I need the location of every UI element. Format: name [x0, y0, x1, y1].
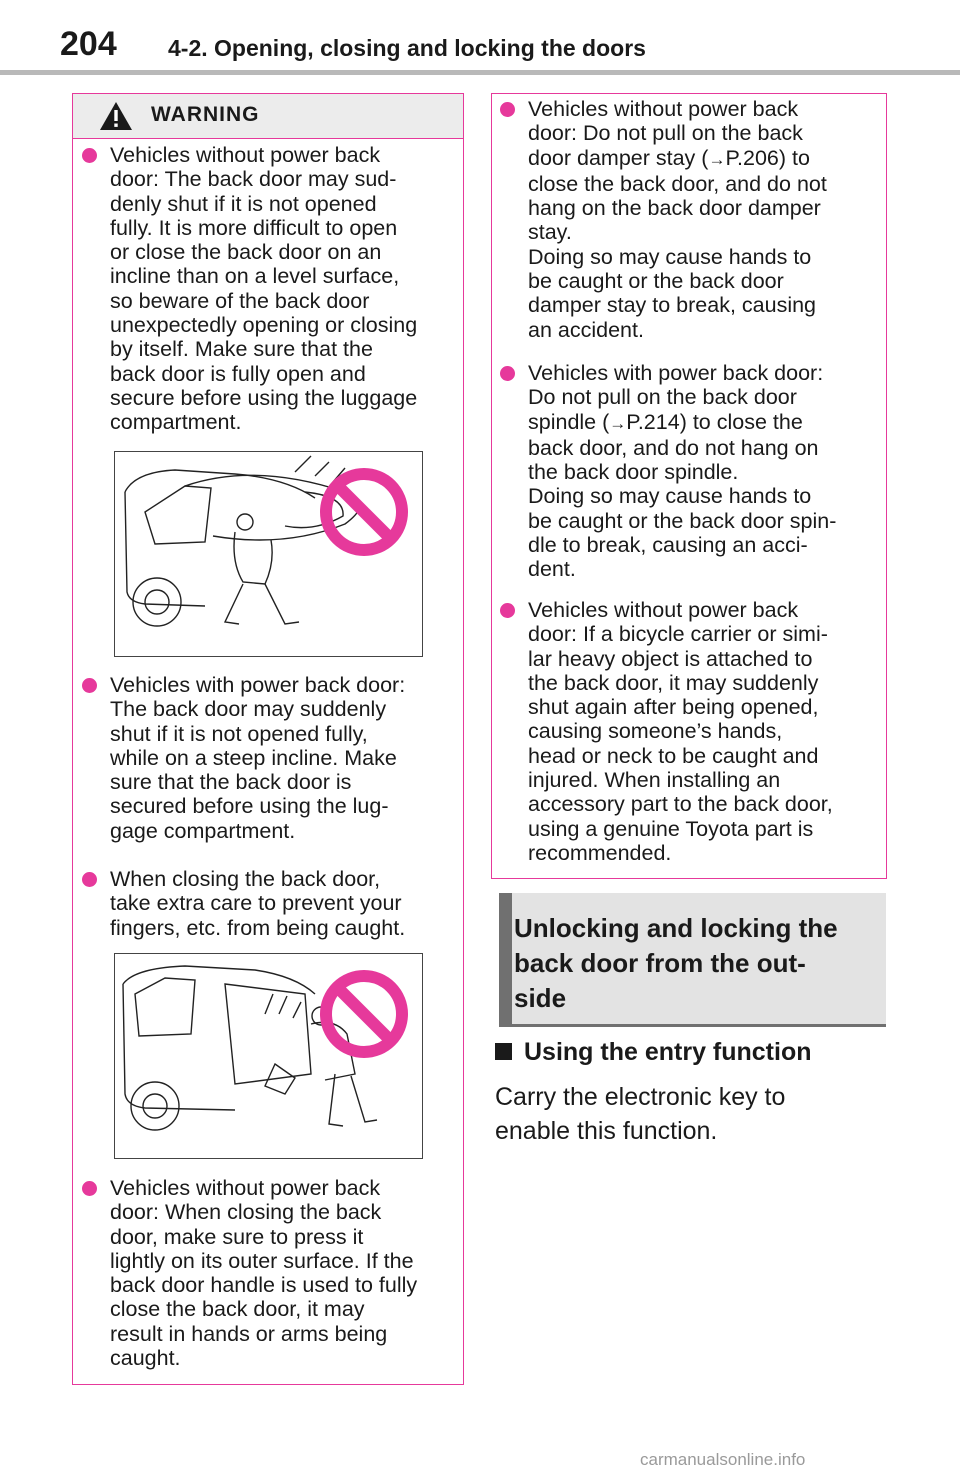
- prohibition-icon: [318, 466, 410, 558]
- entry-function-heading: Using the entry function: [495, 1036, 812, 1068]
- arrow-right-icon: →: [609, 413, 627, 433]
- bullet-dot-icon: [82, 678, 97, 693]
- warning-label: WARNING: [151, 103, 260, 126]
- subsection-bar: [499, 893, 512, 1024]
- warning-item: Vehicles without power back door: When closing the back door, make sure to press it lightly on its outer surface. If the back door handle is used to fully close the back door, it may result in hands or arms being caught.: [82, 1176, 458, 1370]
- bullet-dot-icon: [82, 1181, 97, 1196]
- illustration-back-door-closing: [114, 451, 423, 657]
- warning-triangle-icon: [99, 101, 133, 131]
- bullet-dot-icon: [82, 872, 97, 887]
- square-bullet-icon: [495, 1043, 512, 1060]
- bullet-dot-icon: [500, 102, 515, 117]
- warning-header: [73, 94, 463, 139]
- section-title: 4-2. Opening, closing and locking the doors: [168, 35, 646, 61]
- warning-item: Vehicles without power back door: The back door may sud- denly shut if it is not opened fully. It is more difficult to open or close the back door on an incline than on a level surface, so beware of the back door unexpectedly opening or closing by itself. Make sure that the back door is fully open and secure before using the luggage compartment.: [82, 143, 458, 435]
- bullet-dot-icon: [82, 148, 97, 163]
- prohibition-icon: [318, 968, 410, 1060]
- page-reference-link[interactable]: P.206: [725, 145, 779, 170]
- warning-item: Vehicles with power back door: The back door may suddenly shut if it is not opened fully, while on a steep incline. Make sure that the back door is secured before using the lug- gage compartment.: [82, 673, 458, 843]
- warning-item: Vehicles without power back door: Do not pull on the back door damper stay (→P.206) to close the back door, and do not hang on the back door damper stay. Doing so may cause hands to be caught or the back door damper stay to break, causing an accident.: [500, 97, 880, 342]
- watermark: carmanualsonline.info: [640, 1450, 806, 1469]
- page-header: [0, 0, 960, 76]
- page-reference-link[interactable]: P.214: [626, 409, 680, 434]
- warning-item: Vehicles without power back door: If a bicycle carrier or simi- lar heavy object is attached to the back door, it may suddenly shut again after being opened, causing someone’s hands, head or neck to be caught and injured. When installing an accessory part to the back door, using a genuine Toyota part is recommended.: [500, 598, 880, 865]
- page-number: 204: [60, 25, 117, 63]
- subsection-heading-box: [499, 893, 886, 1027]
- bullet-dot-icon: [500, 366, 515, 381]
- arrow-right-icon: →: [708, 149, 726, 169]
- header-rule: [0, 70, 960, 75]
- warning-item: Vehicles with power back door: Do not pull on the back door spindle (→P.214) to close the back door, and do not hang on the back door spindle. Doing so may cause hands to be caught or the back door spin- dle to break, causing an acci- dent.: [500, 361, 880, 582]
- entry-function-body: Carry the electronic key to enable this function.: [495, 1083, 786, 1145]
- warning-item: When closing the back door, take extra care to prevent your fingers, etc. from being caught.: [82, 867, 458, 940]
- subsection-title: Unlocking and locking the back door from the out- side: [514, 913, 838, 1013]
- illustration-fingers-caught: [114, 953, 423, 1159]
- bullet-dot-icon: [500, 603, 515, 618]
